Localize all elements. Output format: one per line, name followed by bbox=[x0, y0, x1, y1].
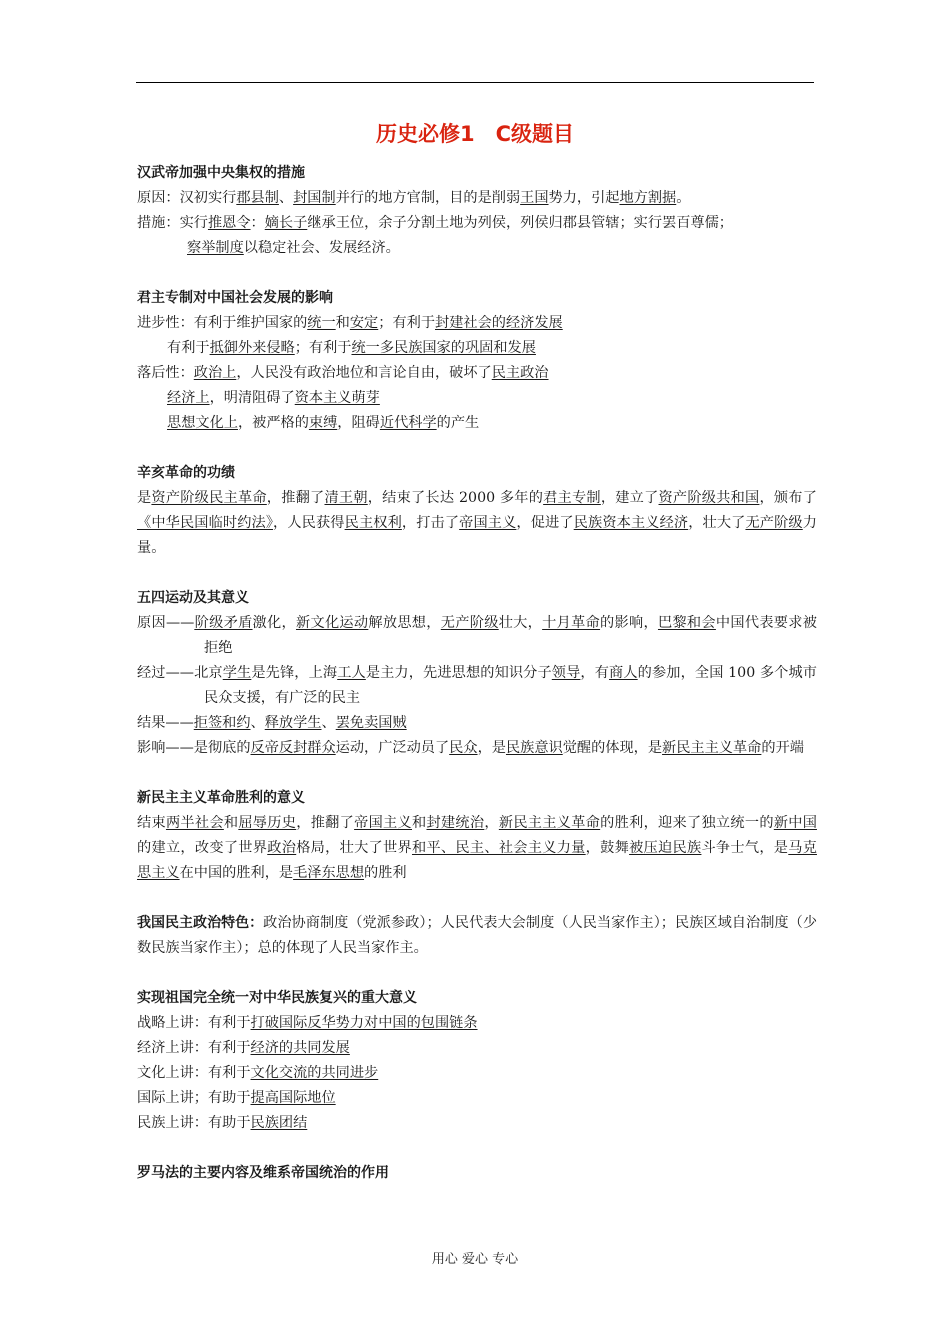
xinhai-paragraph bbox=[137, 486, 817, 561]
underlined-term: 民主权利 bbox=[344, 515, 402, 531]
text: 是先锋，上海 bbox=[251, 665, 338, 681]
spacer bbox=[137, 761, 817, 786]
text: 经济上讲：有利于 bbox=[137, 1040, 251, 1056]
progressive-line bbox=[137, 311, 817, 336]
heading-xinhai: 辛亥革命的功绩 bbox=[137, 465, 235, 481]
new-democratic-paragraph bbox=[137, 811, 817, 886]
underlined-term: 帝国主义 bbox=[459, 515, 517, 531]
text: ，人民没有政治地位和言论自由，破坏了 bbox=[236, 365, 492, 381]
text: 继承王位，余子分割土地为列侯，列侯归郡县管辖；实行罢百尊儒； bbox=[307, 215, 733, 231]
progressive-line-2 bbox=[137, 336, 817, 361]
underlined-term: 新中国 bbox=[773, 815, 817, 831]
underlined-term: 无产阶级 bbox=[745, 515, 803, 531]
text: 和 bbox=[412, 815, 427, 831]
text: ，有 bbox=[580, 665, 610, 681]
underlined-term: 学生 bbox=[222, 665, 252, 681]
text: 原因：汉初实行 bbox=[137, 190, 237, 206]
text: 政治协商制度（党派参政）；人民代表大会制度（人民当家作主）；民族区域自治制度（少数民族当家作主）；总的体现了人民当家作主。 bbox=[137, 915, 818, 956]
economy-line bbox=[137, 1036, 817, 1061]
underlined-term: 政治 bbox=[267, 840, 297, 856]
han-measure-line bbox=[137, 211, 817, 236]
underlined-term: 思想文化上 bbox=[167, 415, 238, 431]
han-reason-line bbox=[137, 186, 817, 211]
underlined-term: 经济上 bbox=[167, 390, 210, 406]
may-fourth-cause bbox=[137, 611, 817, 661]
text: 力量。 bbox=[137, 515, 817, 556]
text: 运动，广泛动员了 bbox=[335, 740, 450, 756]
text: 格局，壮大了世界 bbox=[296, 840, 412, 856]
header-rule bbox=[136, 82, 814, 83]
underlined-term: 统一多民族国家的巩固和发展 bbox=[351, 340, 536, 356]
text: 的影响， bbox=[600, 615, 658, 631]
spacer bbox=[137, 1136, 817, 1161]
democracy-features-paragraph bbox=[137, 911, 817, 961]
text: 的胜利 bbox=[364, 865, 407, 881]
text: ，建立了 bbox=[600, 490, 659, 506]
underlined-term: 清王朝 bbox=[324, 490, 368, 506]
text: 进步性：有利于维护国家的 bbox=[137, 315, 308, 331]
ethnic-line bbox=[137, 1111, 817, 1136]
text: 的建立，改变了世界 bbox=[137, 840, 268, 856]
underlined-term: 郡县制 bbox=[236, 190, 279, 206]
may-fourth-process bbox=[137, 661, 817, 711]
text: 壮大， bbox=[498, 615, 543, 631]
text: 是 bbox=[137, 490, 152, 506]
heading-han-wudi: 汉武帝加强中央集权的措施 bbox=[137, 165, 305, 181]
text: 经过——北京 bbox=[137, 665, 223, 681]
underlined-term: 领导 bbox=[551, 665, 581, 681]
underlined-term: 民族意识 bbox=[505, 740, 563, 756]
may-fourth-impact bbox=[137, 736, 817, 761]
underlined-term: 民主政治 bbox=[491, 365, 549, 381]
underlined-term: 提高国际地位 bbox=[250, 1090, 336, 1106]
underlined-term: 毛泽东思想 bbox=[293, 865, 365, 881]
text: 的参加，全国 100 多个城市民众支援，有广泛的民主 bbox=[204, 665, 817, 706]
underlined-term: 资本主义萌芽 bbox=[294, 390, 380, 406]
text: 措施：实行 bbox=[137, 215, 208, 231]
text: ，是 bbox=[477, 740, 506, 756]
underlined-term: 罢免卖国贼 bbox=[335, 715, 407, 731]
underlined-term: 资产阶级民主革命 bbox=[151, 490, 267, 506]
underlined-term: 近代科学 bbox=[379, 415, 437, 431]
text: 战略上讲：有利于 bbox=[137, 1015, 251, 1031]
text: 、 bbox=[278, 190, 294, 206]
underlined-term: 两半社会 bbox=[165, 815, 224, 831]
underlined-term: 反帝反封群众 bbox=[250, 740, 336, 756]
underlined-term: 抵御外来侵略 bbox=[209, 340, 295, 356]
underlined-term: 封国制 bbox=[293, 190, 336, 206]
text: ， bbox=[484, 815, 499, 831]
text: ，阻碍 bbox=[337, 415, 380, 431]
culture-line bbox=[137, 1061, 817, 1086]
heading-new-democratic: 新民主主义革命胜利的意义 bbox=[137, 790, 305, 806]
han-measure-line-cont bbox=[137, 236, 817, 261]
underlined-term: 束缚 bbox=[308, 415, 338, 431]
text: ，被严格的 bbox=[237, 415, 309, 431]
text: 势力，引起 bbox=[548, 190, 620, 206]
underlined-term: 地方割据 bbox=[619, 190, 677, 206]
text: 并行的地方官制，目的是削弱 bbox=[335, 190, 521, 206]
heading-roman-law: 罗马法的主要内容及维系帝国统治的作用 bbox=[137, 1165, 389, 1181]
underlined-term: 新民主主义革命 bbox=[662, 740, 762, 756]
bold-label: 我国民主政治特色： bbox=[137, 915, 264, 931]
text: 的胜利，迎来了独立统一的 bbox=[600, 815, 774, 831]
spacer bbox=[137, 961, 817, 986]
underlined-term: 民众 bbox=[449, 740, 478, 756]
text: 以稳定社会、发展经济。 bbox=[243, 240, 400, 256]
text: 。 bbox=[676, 190, 691, 206]
text: 的开端 bbox=[761, 740, 804, 756]
international-line bbox=[137, 1086, 817, 1111]
underlined-term: 商人 bbox=[609, 665, 638, 681]
text: 结果—— bbox=[137, 715, 194, 731]
underlined-term: 民族团结 bbox=[250, 1115, 308, 1131]
underlined-term: 文化交流的共同进步 bbox=[250, 1065, 379, 1081]
text: ，推翻了 bbox=[266, 490, 325, 506]
text: ，颁布了 bbox=[759, 490, 817, 506]
text: 中国代表要求被拒绝 bbox=[204, 615, 817, 656]
underlined-term: 封建社会的经济发展 bbox=[435, 315, 563, 331]
text: 有利于 bbox=[167, 340, 210, 356]
text: ；有利于 bbox=[378, 315, 436, 331]
underlined-term: 和平、民主、社会主义力量 bbox=[411, 840, 586, 856]
underlined-term: 打破国际反华势力对中国的包围链条 bbox=[250, 1015, 478, 1031]
text: ，推翻了 bbox=[296, 815, 355, 831]
text: ；有利于 bbox=[294, 340, 352, 356]
text: 的产生 bbox=[436, 415, 480, 431]
text: ，鼓舞 bbox=[585, 840, 630, 856]
text: 斗争士气，是 bbox=[701, 840, 789, 856]
underlined-term: 《中华民国临时约法》 bbox=[137, 515, 274, 531]
text: 在中国的胜利，是 bbox=[179, 865, 294, 881]
text: 文化上讲：有利于 bbox=[137, 1065, 251, 1081]
text: 、 bbox=[250, 715, 265, 731]
spacer bbox=[137, 561, 817, 586]
text: 原因—— bbox=[137, 615, 195, 631]
underlined-term: 嫡长子 bbox=[264, 215, 308, 231]
underlined-term: 释放学生 bbox=[264, 715, 322, 731]
text: ，打击了 bbox=[401, 515, 460, 531]
page-footer: 用心 爱心 专心 bbox=[431, 1252, 519, 1267]
underlined-term: 无产阶级 bbox=[440, 615, 499, 631]
text: 解放思想， bbox=[368, 615, 441, 631]
underlined-term: 帝国主义 bbox=[354, 815, 412, 831]
may-fourth-result bbox=[137, 711, 817, 736]
underlined-term: 民族资本主义经济 bbox=[573, 515, 689, 531]
heading-reunification: 实现祖国完全统一对中华民族复兴的重大意义 bbox=[137, 990, 417, 1006]
underlined-term: 君主专制 bbox=[543, 490, 601, 506]
text: 觉醒的体现，是 bbox=[562, 740, 663, 756]
text: 落后性： bbox=[137, 365, 194, 381]
text: 结束 bbox=[137, 815, 166, 831]
strategy-line bbox=[137, 1011, 817, 1036]
text: ： bbox=[250, 215, 265, 231]
underlined-term: 马克思主义 bbox=[137, 840, 817, 881]
underlined-term: 巴黎和会 bbox=[657, 615, 716, 631]
underlined-term: 封建统治 bbox=[426, 815, 485, 831]
text: 、 bbox=[321, 715, 336, 731]
underlined-term: 察举制度 bbox=[187, 240, 244, 256]
text: ，结束了长达 2000 多年的 bbox=[367, 490, 544, 506]
underlined-term: 经济的共同发展 bbox=[250, 1040, 350, 1056]
underlined-term: 拒签和约 bbox=[193, 715, 251, 731]
text: 是主力，先进思想的知识分子 bbox=[365, 665, 552, 681]
document-body bbox=[137, 161, 817, 1186]
underlined-term: 十月革命 bbox=[542, 615, 601, 631]
underlined-term: 屈辱历史 bbox=[238, 815, 297, 831]
spacer bbox=[137, 261, 817, 286]
backward-line-3 bbox=[137, 411, 817, 436]
underlined-term: 工人 bbox=[337, 665, 366, 681]
spacer bbox=[137, 436, 817, 461]
underlined-term: 新民主主义革命 bbox=[498, 815, 601, 831]
underlined-term: 王国 bbox=[520, 190, 549, 206]
text: 和 bbox=[335, 315, 350, 331]
text: 激化， bbox=[252, 615, 296, 631]
underlined-term: 新文化运动 bbox=[295, 615, 369, 631]
underlined-term: 阶级矛盾 bbox=[194, 615, 253, 631]
underlined-term: 统一 bbox=[307, 315, 336, 331]
heading-autocracy: 君主专制对中国社会发展的影响 bbox=[137, 290, 333, 306]
text: ，促进了 bbox=[516, 515, 574, 531]
text: ，人民获得 bbox=[273, 515, 345, 531]
spacer bbox=[137, 886, 817, 911]
underlined-term: 推恩令 bbox=[207, 215, 251, 231]
underlined-term: 安定 bbox=[349, 315, 379, 331]
underlined-term: 被压迫民族 bbox=[629, 840, 702, 856]
text: ，壮大了 bbox=[688, 515, 746, 531]
backward-line-2 bbox=[137, 386, 817, 411]
text: ，明清阻碍了 bbox=[209, 390, 295, 406]
text: 民族上讲：有助于 bbox=[137, 1115, 251, 1131]
page-title: 历史必修1 C级题目 bbox=[375, 122, 575, 146]
text: 影响——是彻底的 bbox=[137, 740, 251, 756]
text: 和 bbox=[223, 815, 239, 831]
text: 国际上讲；有助于 bbox=[137, 1090, 251, 1106]
underlined-term: 政治上 bbox=[193, 365, 237, 381]
underlined-term: 资产阶级共和国 bbox=[658, 490, 760, 506]
heading-may-fourth: 五四运动及其意义 bbox=[137, 590, 249, 606]
backward-line bbox=[137, 361, 817, 386]
